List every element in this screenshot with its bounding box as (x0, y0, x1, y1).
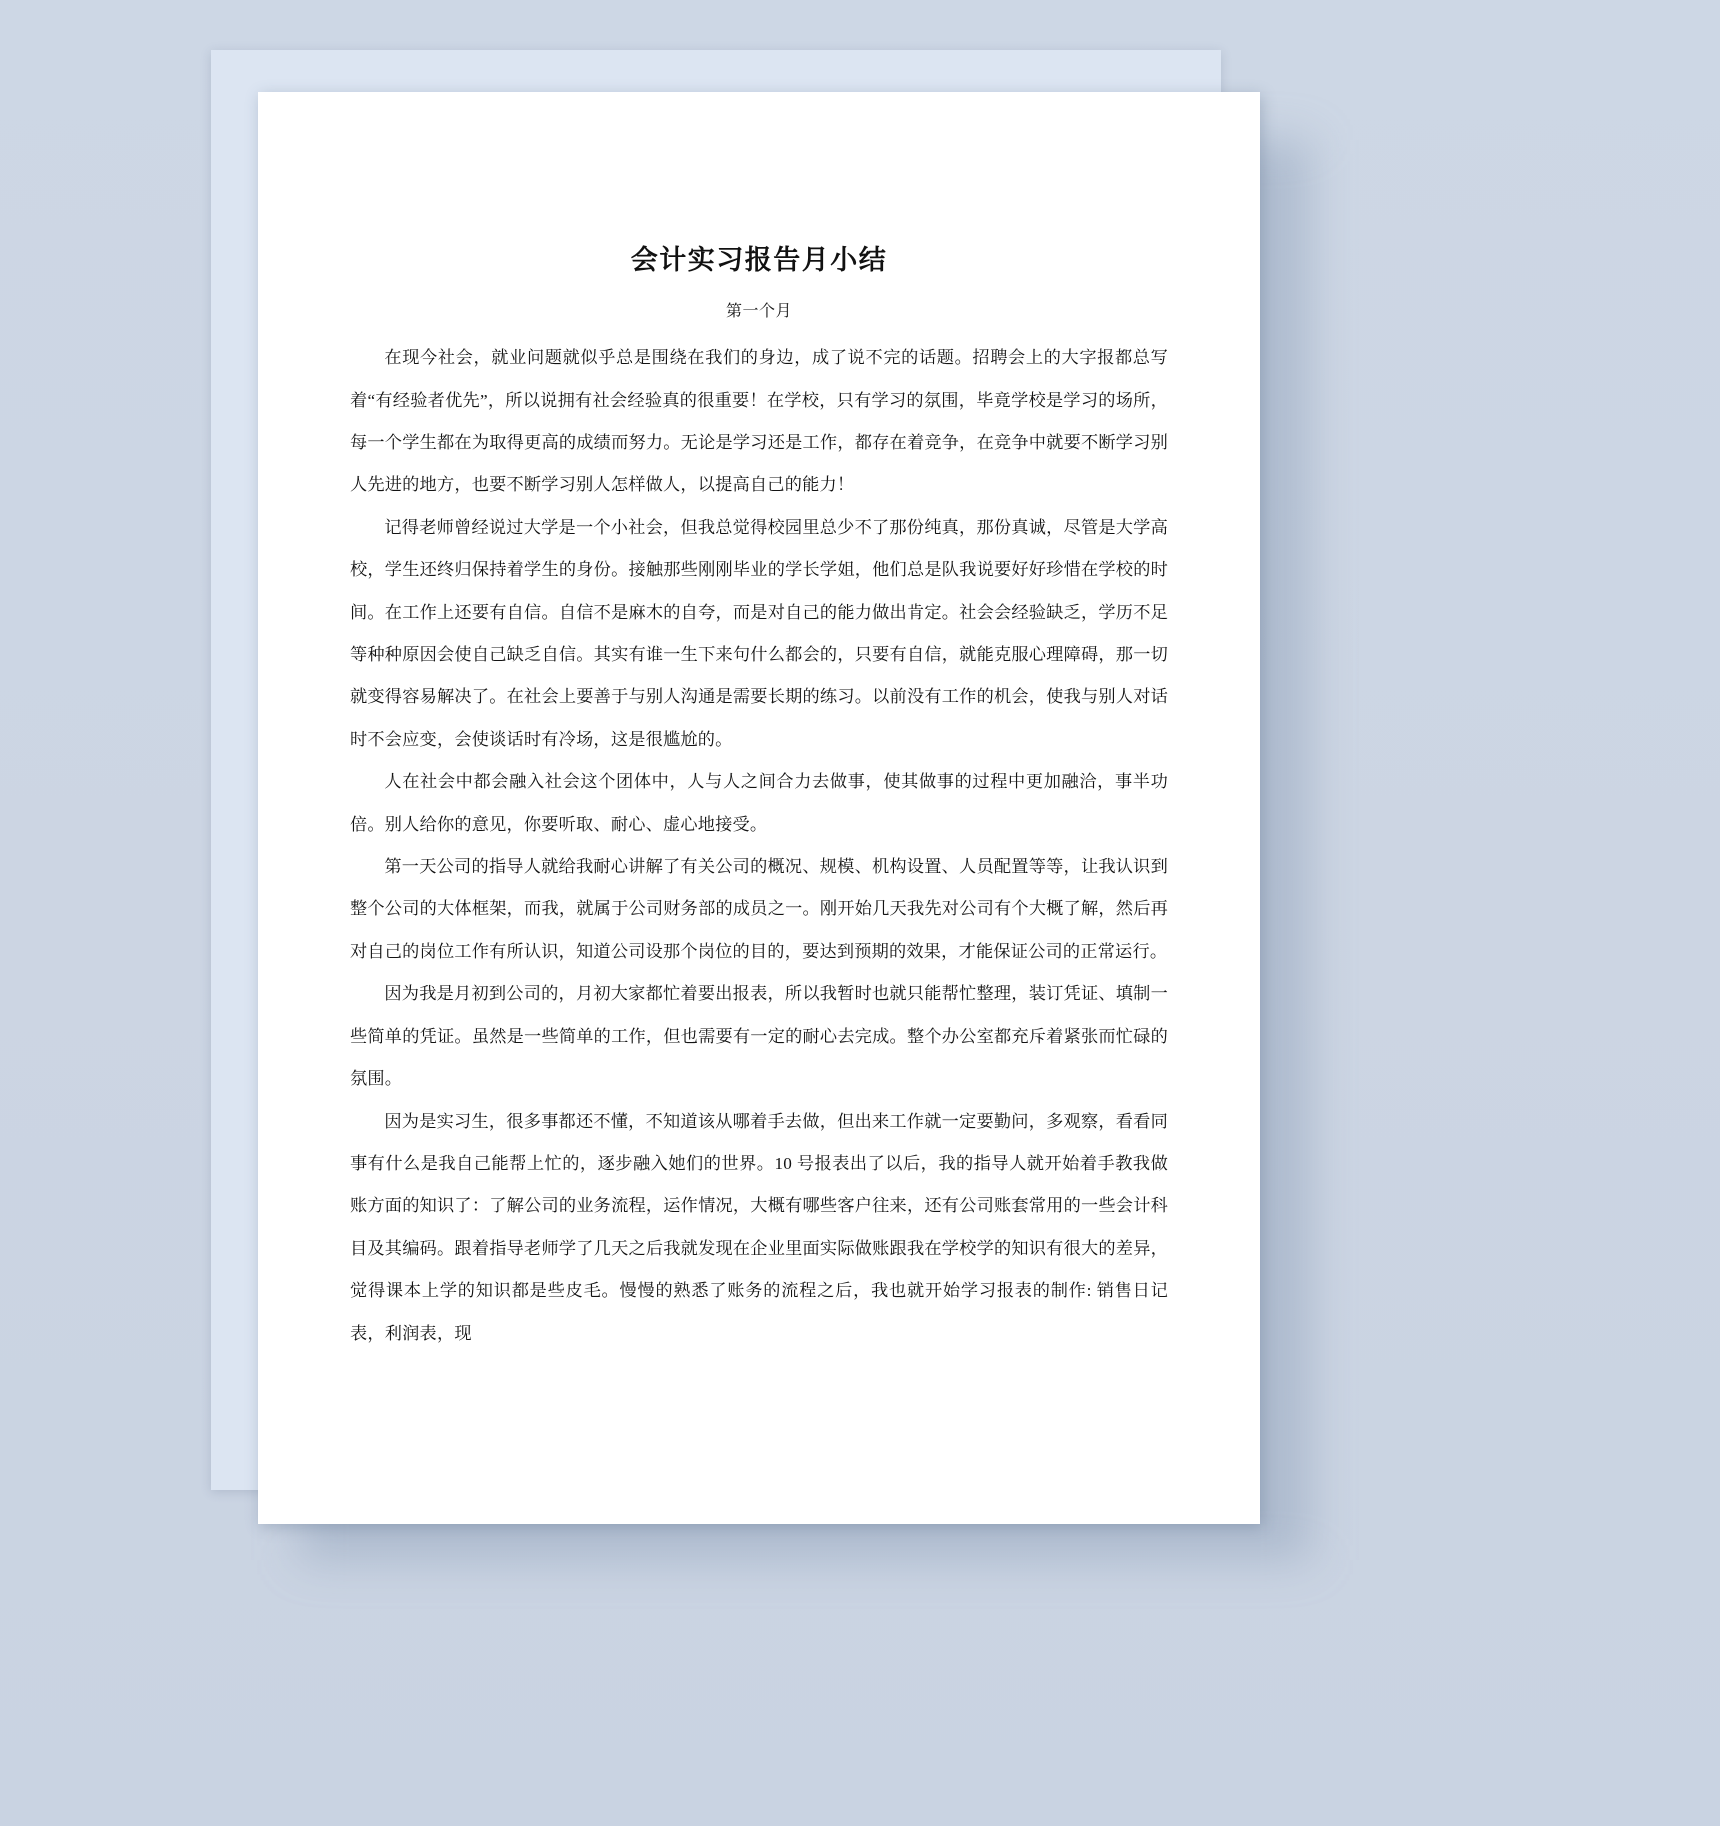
page-subtitle: 第一个月 (725, 303, 792, 321)
page-content-area (258, 92, 1260, 1524)
document-page (258, 92, 1260, 1524)
document-body (350, 337, 1168, 1355)
paragraph-1: 在现今社会，就业问题就似乎总是围绕在我们的身边，成了说不完的话题。招聘会上的大字报都总写着“有经验者优先”，所以说拥有社会经验真的很重要！在学校，只有学习的氛围，毕竟学校是学习的场所，每一个学生都在为取得更高的成绩而努力。无论是学习还是工作，都存在着竞争，在竞争中就要不断学习别人先进的地方，也要不断学习别人怎样做人，以提高自己的能力！ (350, 348, 1168, 495)
paragraph-2: 记得老师曾经说过大学是一个小社会，但我总觉得校园里总少不了那份纯真，那份真诚，尽管是大学高校，学生还终归保持着学生的身份。接触那些刚刚毕业的学长学姐，他们总是队我说要好好珍惜在学校的时间。在工作上还要有自信。自信不是麻木的自夸，而是对自己的能力做出肯定。社会会经验缺乏，学历不足等种种原因会使自己缺乏自信。其实有谁一生下来句什么都会的，只要有自信，就能克服心理障碍，那一切就变得容易解决了。在社会上要善于与别人沟通是需要长期的练习。以前没有工作的机会，使我与别人对话时不会应变，会使谈话时有冷场，这是很尴尬的。 (350, 517, 1168, 749)
page-title: 会计实习报告月小结 (630, 245, 888, 275)
paragraph-3: 人在社会中都会融入社会这个团体中，人与人之间合力去做事，使其做事的过程中更加融洽，事半功倍。别人给你的意见，你要听取、耐心、虚心地接受。 (350, 772, 1168, 834)
paragraph-5: 因为我是月初到公司的，月初大家都忙着要出报表，所以我暂时也就只能帮忙整理，装订凭证、填制一些简单的凭证。虽然是一些简单的工作，但也需要有一定的耐心去完成。整个办公室都充斥着紧张而忙碌的氛围。 (350, 984, 1168, 1089)
paragraph-4: 第一天公司的指导人就给我耐心讲解了有关公司的概况、规模、机构设置、人员配置等等，让我认识到整个公司的大体框架，而我，就属于公司财务部的成员之一。刚开始几天我先对公司有个大概了解，然后再对自己的岗位工作有所认识，知道公司设那个岗位的目的，要达到预期的效果，才能保证公司的正常运行。 (350, 857, 1168, 961)
paragraph-6: 因为是实习生，很多事都还不懂，不知道该从哪着手去做，但出来工作就一定要勤问，多观察，看看同事有什么是我自己能帮上忙的，逐步融入她们的世界。10 号报表出了以后，我的指导人就开始着手教我做账方面的知识了：了解公司的业务流程，运作情况，大概有哪些客户往来，还有公司账套常用的一些会计科目及其编码。跟着指导老师学了几天之后我就发现在企业里面实际做账跟我在学校学的知识有很大的差异，觉得课本上学的知识都是些皮毛。慢慢的熟悉了账务的流程之后，我也就开始学习报表的制作: 销售日记表，利润表，现 (350, 1111, 1168, 1343)
